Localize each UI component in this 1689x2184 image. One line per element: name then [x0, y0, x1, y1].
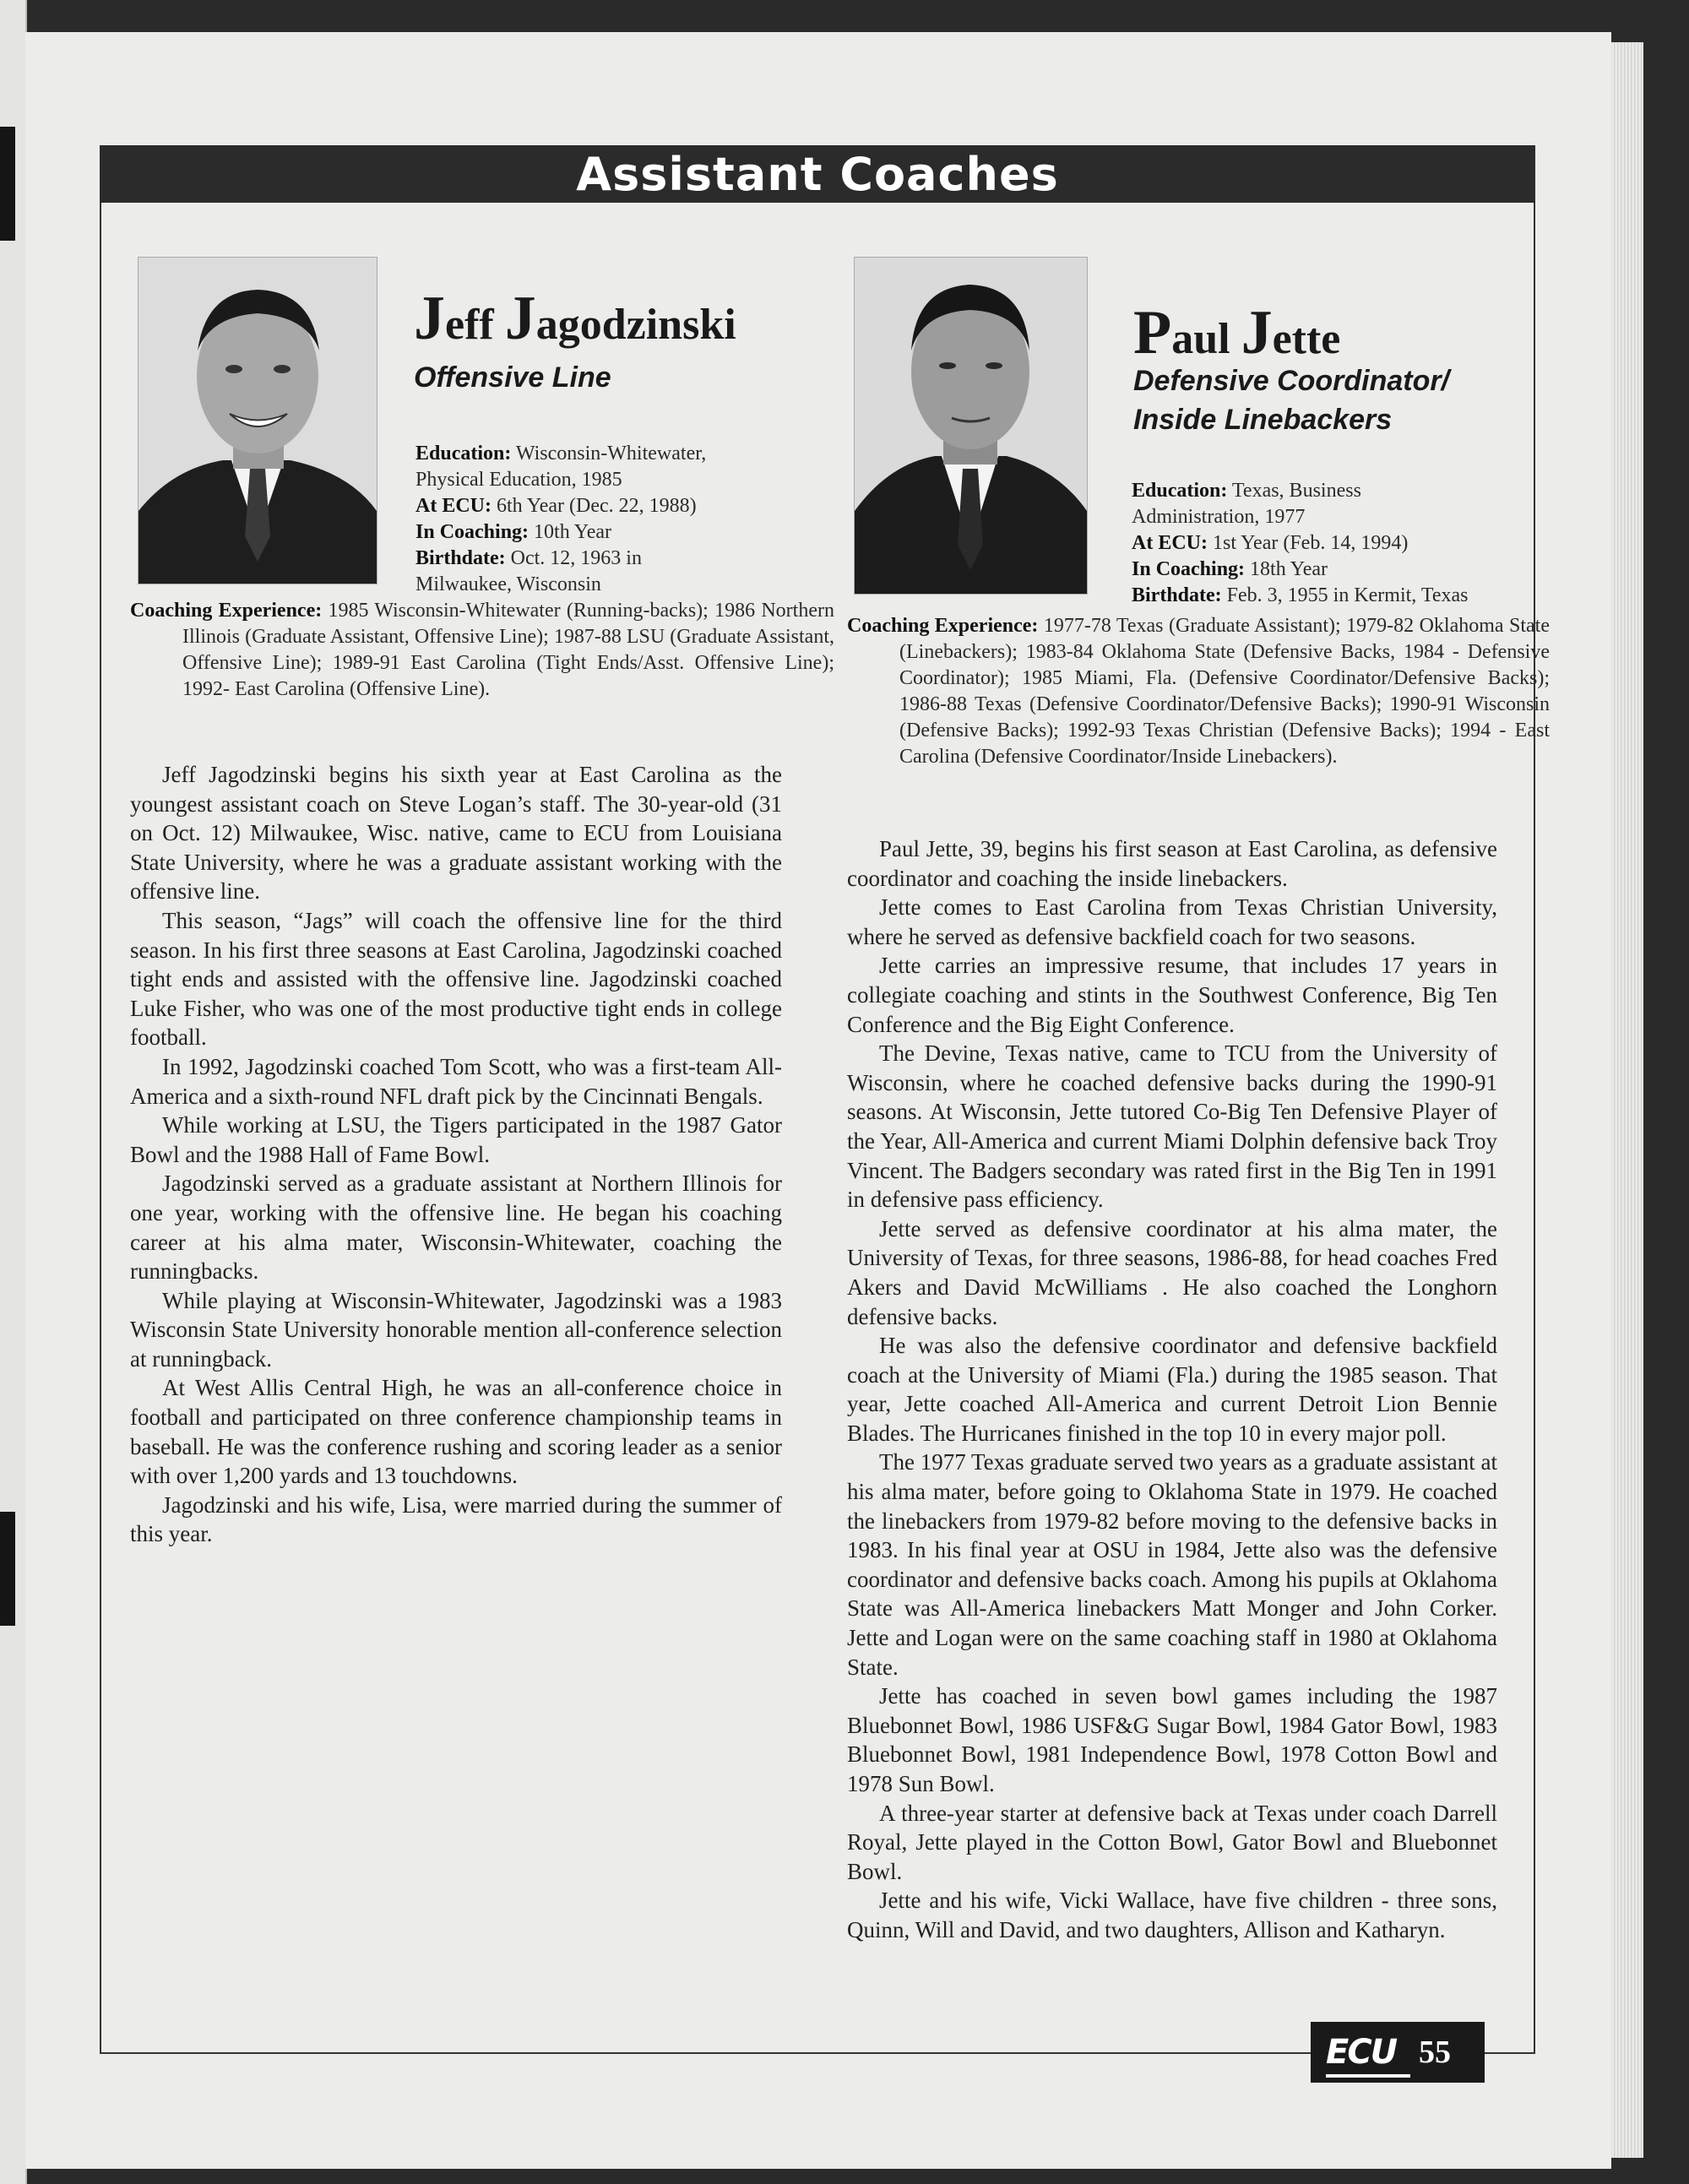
portrait-illustration [138, 258, 377, 584]
coach-facts-jette [1132, 478, 1529, 609]
ecu-logo: ECU [1326, 2030, 1410, 2078]
coach-role-jagodzinski: Offensive Line [414, 361, 611, 394]
bio-text-jette [847, 834, 1497, 1945]
paragraph: Jette has coached in seven bowl games including the 1987 Bluebonnet Bowl, 1986 USF&G Sugar Bowl, 1984 Gator Bowl, 1983 Bluebonnet Bowl, 1981 Independence Bowl, 1978 Cotton Bowl and 1978 Sun Bowl. [847, 1683, 1497, 1796]
coach-facts-jagodzinski [415, 441, 821, 598]
paragraph: The 1977 Texas graduate served two years as a graduate assistant at his alma mater, before going to Oklahoma State in 1979. He coached the linebackers from 1979-82 before moving to the defensive backs in 1983. In his final year at OSU in 1984, Jette also was the defensive coordinator and defensive backs coach. Among his pupils at Oklahoma State was All-America linebackers Matt Monger and John Corker. Jette and Logan were on the same coaching staff in 1980 at Oklahoma State. [847, 1449, 1497, 1680]
fact-row: Physical Education, 1985 [415, 469, 622, 491]
coach-name-jagodzinski: Jeff Jagodzinski [414, 284, 736, 353]
page-tab-mark [0, 1512, 15, 1626]
page-number: 55 [1419, 2035, 1451, 2070]
fact-row: Birthdate: Feb. 3, 1955 in Kermit, Texas [1132, 584, 1469, 606]
paragraph: The Devine, Texas native, came to TCU from the University of Wisconsin, where he coached defensive backs during the 1990-91 seasons. At Wisconsin, Jette tutored Co-Big Ten Defensive Player of the Year, All-America and current Miami Dolphin defensive back Troy Vincent. The Badgers secondary was rated first in the Big Ten in 1991 in defensive pass efficiency. [847, 1040, 1497, 1213]
fact-row: In Coaching: 18th Year [1132, 558, 1328, 580]
paragraph: Jette served as defensive coordinator at his alma mater, the University of Texas, for three seasons, 1986-88, for head coaches Fred Akers and David McWilliams . He also coached the Longhorn defensive backs. [847, 1215, 1497, 1329]
fact-row: Birthdate: Oct. 12, 1963 in [415, 547, 642, 569]
paragraph: Jeff Jagodzinski begins his sixth year at East Carolina as the youngest assistant coach on Steve Logan’s staff. The 30-year-old (31 on Oct. 12) Milwaukee, Wisc. native, came to ECU from Louisiana State University, where he was a graduate assistant working with the offensive line. [130, 762, 782, 905]
coach-role-jette: Defensive Coordinator/ Inside Linebackers [1133, 365, 1450, 436]
paragraph: Jette comes to East Carolina from Texas Christian University, where he served as defensive backfield coach for two seasons. [847, 894, 1497, 949]
coach-photo-jette [854, 257, 1088, 595]
paragraph: A three-year starter at defensive back at Texas under coach Darrell Royal, Jette played in the Cotton Bowl, Gator Bowl and Bluebonnet Bowl. [847, 1800, 1497, 1884]
adjacent-page-edge [0, 0, 27, 2184]
fact-row: Education: Wisconsin-Whitewater, [415, 443, 707, 465]
coach-photo-jagodzinski [138, 257, 377, 584]
fact-row: Education: Texas, Business [1132, 480, 1361, 502]
page-stack-edge [1611, 42, 1643, 2158]
paragraph: At West Allis Central High, he was an all-conference choice in football and participated on three conference championship teams in baseball. He was the conference rushing and scoring leader as a senior with over 1,200 yards and 13 touchdowns. [130, 1375, 782, 1489]
coaching-experience-jagodzinski: Coaching Experience: 1985 Wisconsin-Whitewater (Running-backs); 1986 Northern Illinois (Graduate Assistant, Offensive Line); 1987-88 LSU (Graduate Assistant, Offensive Line); 1989-91 East Carolina (Tight Ends/Asst. Offensive Line); 1992- East Carolina (Offensive Line). [130, 600, 834, 700]
paragraph: Jagodzinski served as a graduate assistant at Northern Illinois for one year, working with the offensive line. He began his coaching career at his alma mater, Wisconsin-Whitewater, coaching the runningbacks. [130, 1171, 782, 1285]
footer-logo-badge [1311, 2022, 1485, 2083]
fact-row: At ECU: 6th Year (Dec. 22, 1988) [415, 495, 697, 517]
fact-row: Administration, 1977 [1132, 506, 1306, 528]
paragraph: This season, “Jags” will coach the offensive line for the third season. In his first three seasons at East Carolina, Jagodzinski coached tight ends and assisted with the offensive line. Jagodzinski coached Luke Fisher, who was one of the most productive tight ends in college football. [130, 907, 782, 1051]
fact-row: In Coaching: 10th Year [415, 521, 612, 543]
coach-name-jette: Paul Jette [1133, 298, 1341, 367]
portrait-illustration [855, 258, 1087, 594]
paragraph: Jette carries an impressive resume, that includes 17 years in collegiate coaching and stints in the Southwest Conference, Big Ten Conference and the Big Eight Conference. [847, 953, 1497, 1037]
section-banner: Assistant Coaches [100, 145, 1535, 203]
paragraph: Jagodzinski and his wife, Lisa, were married during the summer of this year. [130, 1491, 782, 1547]
paragraph: Jette and his wife, Vicki Wallace, have five children - three sons, Quinn, Will and David, and two daughters, Allison and Katharyn. [847, 1888, 1497, 1942]
paragraph: While playing at Wisconsin-Whitewater, Jagodzinski was a 1983 Wisconsin State University honorable mention all-conference selection at runningback. [130, 1287, 782, 1372]
paragraph: Paul Jette, 39, begins his first season at East Carolina, as defensive coordinator and coaching the inside linebackers. [847, 836, 1497, 891]
page-tab-mark [0, 127, 15, 241]
fact-row: Milwaukee, Wisconsin [415, 573, 601, 595]
paragraph: While working at LSU, the Tigers participated in the 1987 Gator Bowl and the 1988 Hall of Fame Bowl. [130, 1112, 782, 1167]
paragraph: In 1992, Jagodzinski coached Tom Scott, who was a first-team All-America and a sixth-round NFL draft pick by the Cincinnati Bengals. [130, 1053, 782, 1109]
bio-text-jagodzinski [130, 760, 782, 1549]
fact-row: At ECU: 1st Year (Feb. 14, 1994) [1132, 532, 1409, 554]
coaching-experience-jette: Coaching Experience: 1977-78 Texas (Graduate Assistant); 1979-82 Oklahoma State (Linebackers); 1983-84 Oklahoma State (Defensive Backs, 1984 - Defensive Coordinator); 1985 Miami, Fla. (Defensive Coordinator/Defensive Backs); 1986-88 Texas (Defensive Coordinator/Defensive Backs); 1990-91 Wisconsin (Defensive Backs); 1992-93 Texas Christian (Defensive Backs); 1994 - East Carolina (Defensive Coordinator/Inside Linebackers). [847, 615, 1550, 768]
paragraph: He was also the defensive coordinator and defensive backfield coach at the University of Miami (Fla.) during the 1985 season. That year, Jette coached All-America and current Detroit Lion Bennie Blades. The Hurricanes finished in the top 10 in every major poll. [847, 1333, 1497, 1446]
